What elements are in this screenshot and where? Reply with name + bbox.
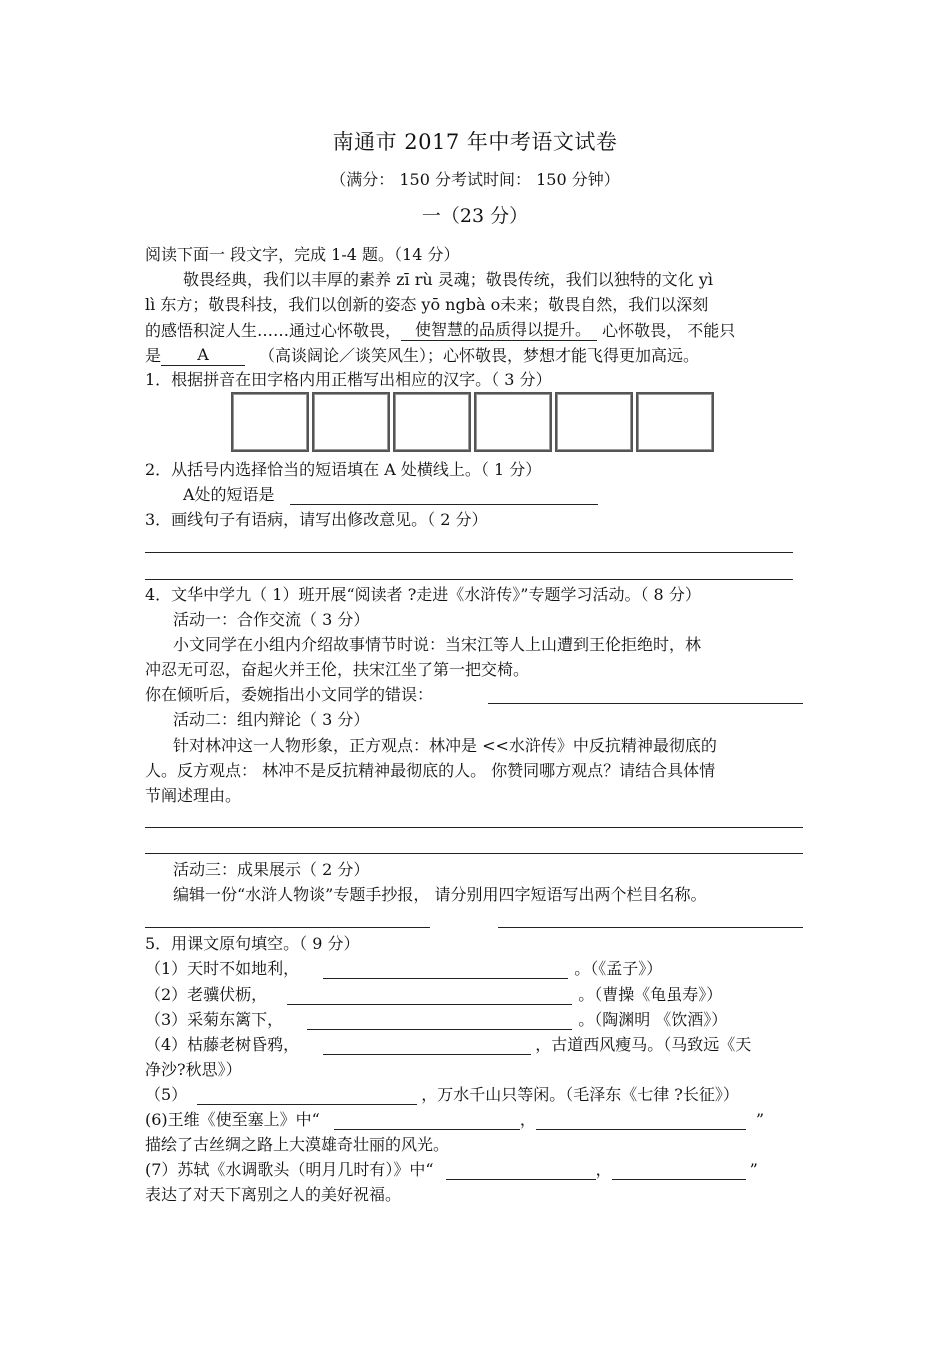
tianzige-cell[interactable] [393,392,471,452]
question-3-answer-line[interactable] [145,579,793,580]
exam-title: 南通市 2017 年中考语文试卷 [332,130,618,154]
question-3-answer-line[interactable] [145,552,793,553]
question-2-answer-line[interactable] [290,504,598,505]
activity-2-line-3: 节阐述理由。 [145,786,242,805]
q5-item-7-cont: 表达了对天下离别之人的美好祝福。 [145,1185,402,1204]
activity-1-line-2: 冲忍无可忍，奋起火并王伦，扶宋江坐了第一把交椅。 [145,660,530,679]
question-4: 4．文华中学九（ 1）班开展“阅读者 ?走进《水浒传》”专题学习活动。（ 8 分） [145,585,701,604]
passage-line-2: lì 东方；敬畏科技，我们以创新的姿态 yō ngbà o未来；敬畏自然，我们以深刻 [145,295,709,314]
q5-item-6-blank-2[interactable] [536,1111,746,1130]
q5-item-1-blank[interactable] [323,960,568,979]
blank-a: A [161,345,245,366]
activity-1-line-1: 小文同学在小组内介绍故事情节时说：当宋江等人上山遭到王伦拒绝时，林 [173,635,702,654]
q5-item-4-tail: ，古道西风瘦马。（马致远《天 [535,1035,752,1054]
passage-line-3-end: 心怀敬畏， 不能只 [597,321,736,340]
passage-line-3-start: 的感悟积淀人生……通过心怀敬畏， [145,321,402,340]
tianzige-cell[interactable] [555,392,633,452]
q5-item-6 [145,1110,764,1130]
q5-item-3-source: 。（陶渊明 《饮酒》） [578,1010,728,1029]
q5-item-7-blank-1[interactable] [446,1161,596,1180]
section-heading: 一（23 分） [421,205,529,227]
activity-3-title: 活动三：成果展示（ 2 分） [173,860,370,879]
question-5: 5．用课文原句填空。（ 9 分） [145,934,360,953]
q5-item-5-tail: ，万水千山只等闲。（毛泽东《七律 ?长征》） [421,1085,739,1104]
q5-item-6-close-quote: ” [755,1110,765,1129]
question-2: 2．从括号内选择恰当的短语填在 A 处横线上。（ 1 分） [145,460,542,479]
activity-2-title: 活动二：组内辩论（ 3 分） [173,710,370,729]
q5-item-5-blank[interactable] [197,1086,417,1105]
underlined-sentence: 使智慧的品质得以提升。 [401,320,597,341]
q5-item-7 [145,1160,758,1180]
q5-item-4-cont: 净沙?秋思》） [145,1060,242,1079]
activity-3-answer-line-2[interactable] [498,927,803,928]
activity-1-answer-line[interactable] [488,703,803,704]
activity-2-answer-line[interactable] [145,827,803,828]
q5-item-6-blank-1[interactable] [334,1111,520,1130]
activity-3-line-1: 编辑一份“水浒人物谈”专题手抄报， 请分别用四字短语写出两个栏目名称。 [173,885,707,904]
tianzige-cell[interactable] [231,392,309,452]
q5-item-6-cont: 描绘了古丝绸之路上大漠雄奇壮丽的风光。 [145,1135,450,1154]
q5-item-6-prompt: (6)王维《使至塞上》中“ [145,1110,320,1129]
tianzige-grid [231,392,717,452]
q5-item-1-prompt: （1）天时不如地利， [145,959,300,978]
activity-1-title: 活动一：合作交流（ 3 分） [173,610,370,629]
q5-item-1-source: 。（《孟子》） [574,959,663,978]
tianzige-cell[interactable] [636,392,714,452]
passage-line-4-end: （高谈阔论／谈笑风生）；心怀敬畏，梦想才能飞得更加高远。 [259,346,700,365]
passage-line-4-start: 是 [145,346,162,365]
q5-item-3-blank[interactable] [307,1011,572,1030]
q5-item-7-blank-2[interactable] [612,1161,746,1180]
activity-3-answer-line-1[interactable] [145,927,430,928]
q5-item-2-blank[interactable] [287,986,572,1005]
tianzige-cell[interactable] [312,392,390,452]
q5-item-5-prompt: （5） [145,1085,188,1104]
question-1: 1．根据拼音在田字格内用正楷写出相应的汉字。（ 3 分） [145,370,552,389]
passage-line-1: 敬畏经典，我们以丰厚的素养 zī rù 灵魂；敬畏传统，我们以独特的文化 yì [183,270,714,289]
q5-item-2-source: 。（曹操《龟虽寿》） [578,985,723,1004]
exam-subtitle: （满分： 150 分考试时间： 150 分钟） [330,170,620,189]
q5-item-7-comma: ， [595,1160,612,1179]
passage-line-3 [145,320,735,341]
q5-item-4 [145,1035,751,1055]
question-3: 3．画线句子有语病，请写出修改意见。（ 2 分） [145,510,488,529]
activity-2-line-1: 针对林冲这一人物形象，正方观点：林冲是 <<水浒传》中反抗精神最彻底的 [173,736,717,755]
tianzige-cell[interactable] [474,392,552,452]
activity-1-prompt: 你在倾听后，委婉指出小文同学的错误： [145,685,434,704]
passage-intro: 阅读下面一 段文字，完成 1-4 题。（14 分） [145,245,460,264]
q5-item-4-prompt: （4）枯藤老树昏鸦， [145,1035,300,1054]
passage-line-4 [145,345,699,366]
q5-item-5 [145,1085,739,1105]
q5-item-4-blank[interactable] [323,1036,531,1055]
question-2-answer-label: A处的短语是 [183,485,275,504]
q5-item-2-prompt: （2）老骥伏枥， [145,985,268,1004]
q5-item-3 [145,1010,727,1030]
q5-item-1 [145,959,662,979]
q5-item-2 [145,985,722,1005]
activity-2-line-2: 人。反方观点： 林冲不是反抗精神最彻底的人。 你赞同哪方观点？请结合具体情 [145,761,716,780]
q5-item-7-close-quote: ” [749,1160,758,1179]
q5-item-3-prompt: （3）采菊东篱下， [145,1010,284,1029]
activity-2-answer-line[interactable] [145,853,803,854]
q5-item-7-prompt: (7）苏轼《水调歌头（明月几时有）》中“ [145,1160,434,1179]
q5-item-6-comma: ， [519,1110,536,1129]
